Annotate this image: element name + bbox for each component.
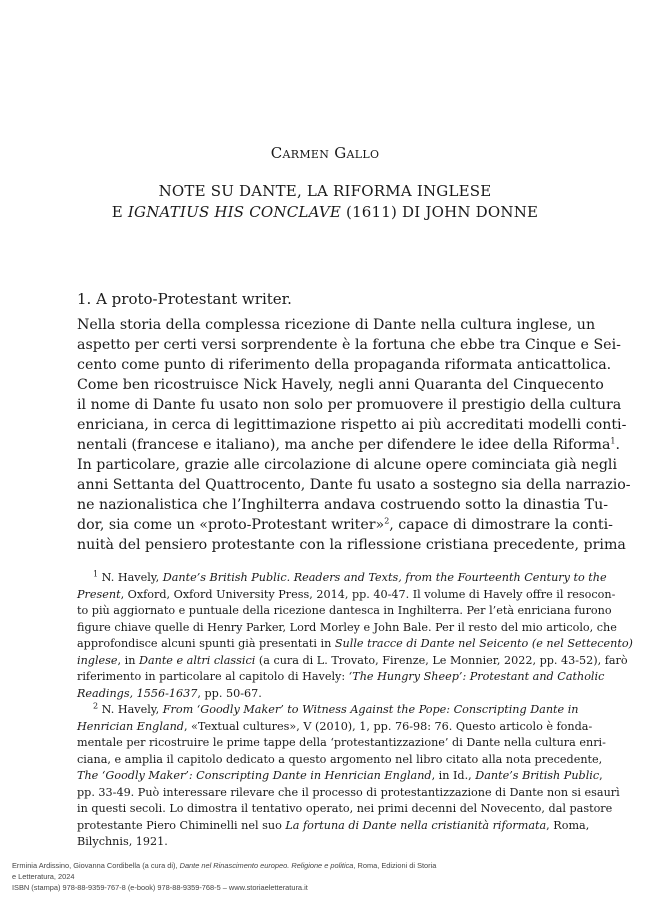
publication-footer — [12, 860, 612, 893]
footnote-ref-2[interactable]: 2 — [384, 516, 390, 526]
footnotes — [77, 569, 633, 851]
section-heading: 1. A proto-Protestant writer. — [77, 290, 292, 308]
body-line: dor, sia come un «proto-Protestant writer»$^2$, capace di dimostrare la conti- — [77, 516, 613, 533]
author-name: Carmen Gallo — [270, 144, 380, 162]
body-line: cento come punto di riferimento della propaganda riformata anticattolica. — [77, 357, 612, 373]
footer-line: Erminia Ardissino, Giovanna Cordibella (a cura di), Dante nel Rinascimento europeo. Religione e politica, Roma, Edizioni di Storia — [12, 861, 437, 870]
body-line: anni Settanta del Quattrocento, Dante fu usato a sostegno sia della narrazio- — [77, 477, 631, 493]
title-line-2: E IGNATIUS HIS CONCLAVE (1611) DI JOHN DONNE — [111, 203, 539, 221]
footnote-number: 2 — [93, 701, 99, 711]
body-line: enriciana, in cerca di legittimazione rispetto ai più accreditati modelli conti- — [77, 417, 627, 433]
body-line: ne nazionalistica che l’Inghilterra andava costruendo sotto la dinastia Tu- — [77, 497, 609, 513]
body-line: In particolare, grazie alle circolazione di alcune opere cominciata già negli — [77, 457, 617, 473]
body-line: nentali (francese e italiano), ma anche per difendere le idee della Riforma$^1$. — [77, 436, 621, 453]
body-line: Nella storia della complessa ricezione di Dante nella cultura inglese, un — [77, 317, 596, 333]
footer-isbn-line: ISBN (stampa) 978-88-9359-767-8 (e-book) 978-88-9359-768-5 – www.storiaeletteratura.it — [12, 883, 308, 892]
footer-line: e Letteratura, 2024 — [12, 872, 75, 881]
body-paragraph — [77, 315, 631, 555]
footnote-ref-1[interactable]: 1 — [610, 436, 616, 446]
footnote-number: 1 — [93, 569, 99, 579]
body-line: Come ben ricostruisce Nick Havely, negli anni Quaranta del Cinquecento — [77, 377, 604, 393]
footnote-1: $^1$ N. Havely, Dante’s British Public. Readers and Texts, from the Fourteenth Century to the Present, Oxford, Oxford University Press, 2014, pp. 40-47. Il volume di Havely offre il resocon- to più aggiornato e puntuale della ricezione dantesca in Inghilterra. Per l’età enriciana furono figure chiave quelle di Henry Parker, Lord Morley e John Bale. Per il resto del mio articolo, che approfondisce alcuni spunti già presentati in Sulle tracce di Dante nel Seicento (e nel Settecento) inglese, in Dante e altri classici (a cura di L. Trovato, Firenze, Le Monnier, 2022, pp. 43-52), farò riferimento in particolare al capitolo di Havely: ‘The Hungry Sheep’: Protestant and Catholic Readings, 1556-1637, pp. 50-67. — [77, 569, 633, 700]
title-line-1: NOTE SU DANTE, LA RIFORMA INGLESE — [158, 182, 492, 200]
footnote-2: $^2$ N. Havely, From ‘Goodly Maker’ to Witness Against the Pope: Conscripting Dante in Henrician England, «Textual cultures», V (2010), 1, pp. 76-98: 76. Questo articolo è fonda- mentale per ricostruire le prime tappe della ‘protestantizzazione’ di Dante nella cultura enri- ciana, e amplia il capitolo dedicato a questo argomento nel libro citato alla nota precedente, The ‘Goodly Maker’: Conscripting Dante in Henrician England, in Id., Dante’s British Public, pp. 33-49. Può interessare rilevare che il processo di protestantizzazione di Dante non si esaurì in questi secoli. Lo dimostra il tentativo operato, nei primi decenni del Novecento, dal pastore protestante Piero Chiminelli nel suo La fortuna di Dante nella cristianità riformata, Roma, Bilychnis, 1921. — [77, 701, 620, 848]
body-line: aspetto per certi versi sorprendente è la fortuna che ebbe tra Cinque e Sei- — [77, 337, 621, 353]
article-title — [0, 181, 650, 223]
body-line: nuità del pensiero protestante con la riflessione cristiana precedente, prima — [77, 537, 626, 553]
body-line: il nome di Dante fu usato non solo per promuovere il prestigio della cultura — [77, 397, 622, 413]
